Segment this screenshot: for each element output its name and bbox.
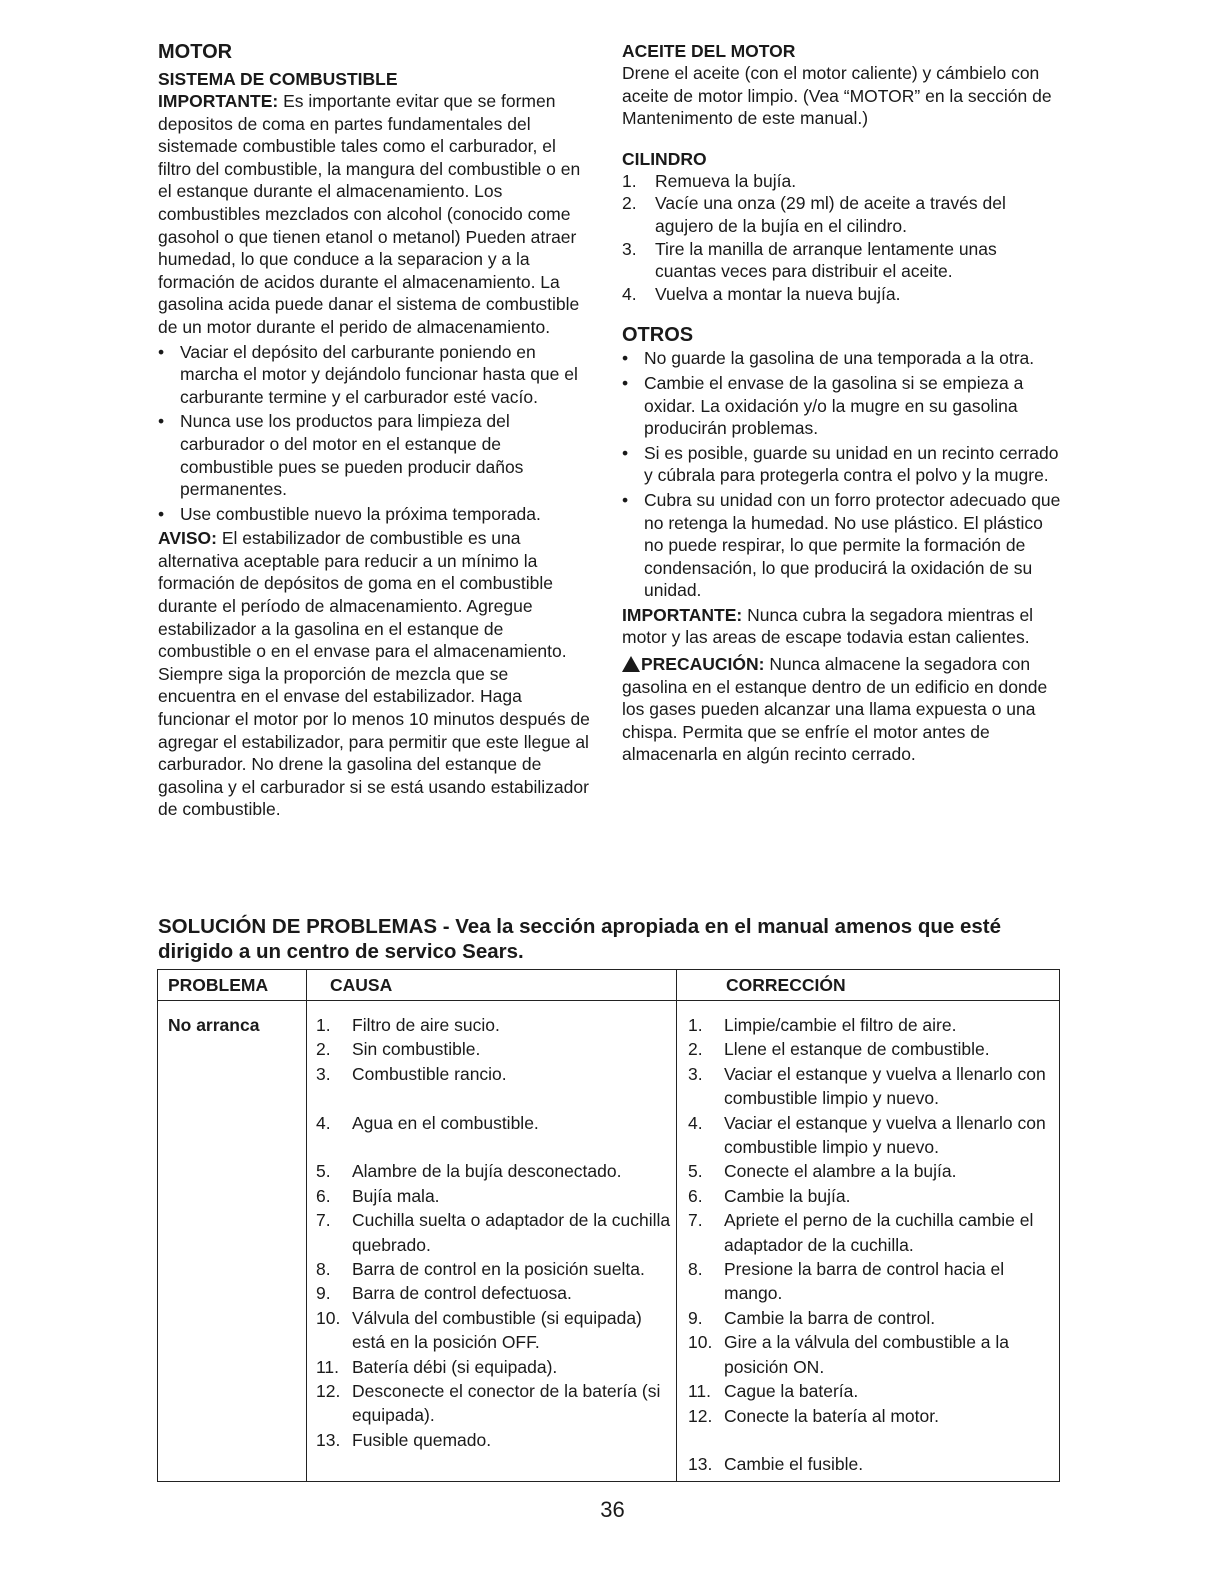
troubleshooting-table [157,969,1060,1482]
problem-cell: No arranca [168,1015,260,1035]
important-text: Es importante evitar que se formen depositos de coma en partes fundamentales del sistemade combustible tales como el carburador, el filtro del combustible, la mangura del combustible o en el estanque durante el almacenamiento. Los combustibles mezclados con alcohol (conocido come gasohol o que tienen etanol o metanol) Pueden atraer humedad, lo que conduce a la separacion y a la formación de acidos durante el almacenamiento. La gasolina acida puede danar el sistema de combustible de un motor durante el perido de almacenamiento. [158,91,581,337]
table-row: 5. Alambre de la bujía desconectado. [316,1161,622,1182]
table-row: 10. Válvula del combustible (si equipada) está en la posición OFF. [316,1307,642,1353]
list-item: 4. Vuelva a montar la nueva bujía. [622,283,901,304]
list-item: • Nunca use los productos para limpieza del carburador o del motor en el estanque de combustible pues se pueden producir daños permanentes. [158,410,590,500]
others-bullet-list [622,347,1062,602]
page-number: 36 [600,1497,625,1522]
table-row: 7. Apriete el perno de la cuchilla cambie el adaptador de la cuchilla. [688,1210,1034,1255]
aviso-paragraph [158,527,590,821]
correction-list [688,1013,1058,1477]
table-row: 4. Agua en el combustible. [316,1112,539,1133]
cause-list [316,1013,671,1452]
fuel-system-heading: SISTEMA DE COMBUSTIBLE [158,69,398,89]
table-row: 3. Combustible rancio. [316,1063,507,1084]
table-row: 13. Fusible quemado. [316,1429,492,1450]
fuel-important-paragraph [158,90,590,339]
table-row: 11. Batería débi (si equipada). [316,1356,558,1377]
table-row: 11. Cague la batería. [688,1381,859,1402]
table-row: 1. Filtro de aire sucio. [316,1015,500,1035]
others-important-paragraph [622,604,1062,649]
table-row: 2. Sin combustible. [316,1039,481,1060]
engine-oil-text: Drene el aceite (con el motor caliente) y cámbielo con aceite de motor limpio. (Vea “MOTOR” en la sección de Mantenimento de este manual.) [622,63,1052,129]
list-item: 2. Vacíe una onza (29 ml) de aceite a través del agujero de la bujía en el cilindro. [622,193,1006,236]
column-header-cause: CAUSA [330,975,393,995]
list-item: • Vaciar el depósito del carburante poniendo en marcha el motor y dejándolo funcionar hasta que el carburante termine y el carburador esté vacío. [158,341,590,409]
caution-paragraph [622,653,1062,766]
list-item: 3. Tire la manilla de arranque lentamente unas cuantas veces para distribuir el aceite. [622,238,997,282]
column-header-problem: PROBLEMA [168,975,269,995]
table-row: 6. Cambie la bujía. [688,1185,851,1206]
warning-triangle-icon [622,656,640,672]
table-row: 8. Presione la barra de control hacia el mango. [688,1259,1005,1304]
important-text: Nunca cubra la segadora mientras el motor y las areas de escape todavia estan calientes. [622,604,1034,648]
table-row: 2. Llene el estanque de combustible. [688,1039,990,1060]
aviso-label: AVISO: [158,528,217,549]
table-row: 9. Barra de control defectuosa. [316,1283,572,1304]
troubleshooting-heading: SOLUCIÓN DE PROBLEMAS - Vea la sección apropiada en el manual amenos que esté dirigido a un centro de servico Sears. [158,915,1002,963]
left-column [158,40,590,821]
table-row: 4. Vaciar el estanque y vuelva a llenarlo con combustible limpio y nuevo. [688,1112,1046,1158]
fuel-bullet-list [158,341,590,526]
cylinder-steps [622,170,1062,306]
important-label: IMPORTANTE: [622,604,743,625]
table-row: 12. Conecte la batería al motor. [688,1405,939,1426]
list-item: 1. Remueva la bujía. [622,170,797,191]
table-row: 8. Barra de control en la posición suelta. [316,1259,645,1280]
table-row: 9. Cambie la barra de control. [688,1307,936,1328]
table-row: 10. Gire a la válvula del combustible a la posición ON. [688,1332,1010,1377]
list-item: • No guarde la gasolina de una temporada a la otra. [622,347,1062,370]
table-row: 3. Vaciar el estanque y vuelva a llenarlo con combustible limpio y nuevo. [688,1063,1046,1109]
table-row: 1. Limpie/cambie el filtro de aire. [688,1015,957,1035]
cylinder-heading: CILINDRO [622,148,707,169]
important-label: IMPORTANTE: [158,91,279,111]
list-item: • Cambie el envase de la gasolina si se empieza a oxidar. La oxidación y/o la mugre en su gasolina producirán problemas. [622,372,1062,440]
column-header-correction: CORRECCIÓN [726,975,846,995]
aviso-text: El estabilizador de combustible es una alternativa aceptable para reducir a un mínimo la formación de depósitos de goma en el combustible durante el período de almacenamiento. Agregue estabilizador a la gasolina en el estanque de combustible o en el envase para el almacenamiento. Siempre siga la proporción de mezcla que se encuentra en el envase del estabilizador. Haga funcionar el motor por lo menos 10 minutos después de agregar el estabilizador, para permitir que este llegue al carburador. No drene la gasolina del estanque de gasolina y el carburador si se está usando estabilizador de combustible. [158,528,590,820]
table-row: 6. Bujía mala. [316,1185,440,1206]
others-heading: OTROS [622,324,694,347]
right-column [622,40,1062,766]
list-item: • Cubra su unidad con un forro protector adecuado que no retenga la humedad. No use plástico. El plástico no puede respirar, lo que permite la formación de condensación, lo que producirá la oxidación de su unidad. [622,489,1062,602]
table-row: 12. Desconecte el conector de la batería (si equipada). [316,1381,661,1426]
engine-oil-heading: ACEITE DEL MOTOR [622,41,796,61]
table-row: 5. Conecte el alambre a la bujía. [688,1161,957,1182]
motor-heading: MOTOR [158,41,233,63]
list-item: • Si es posible, guarde su unidad en un recinto cerrado y cúbrala para protegerla contra el polvo y la mugre. [622,442,1062,487]
table-row: 13. Cambie el fusible. [688,1454,864,1475]
list-item: • Use combustible nuevo la próxima temporada. [158,503,590,526]
caution-label: PRECAUCIÓN: [641,654,765,675]
table-row: 7. Cuchilla suelta o adaptador de la cuchilla quebrado. [316,1210,671,1255]
caution-text: Nunca almacene la segadora con gasolina en el estanque dentro de un edificio en donde los gases pueden alcanzar una llama expuesta o una chispa. Permita que se enfríe el motor antes de almacenarla en algún recinto cerrado. [622,654,1048,765]
